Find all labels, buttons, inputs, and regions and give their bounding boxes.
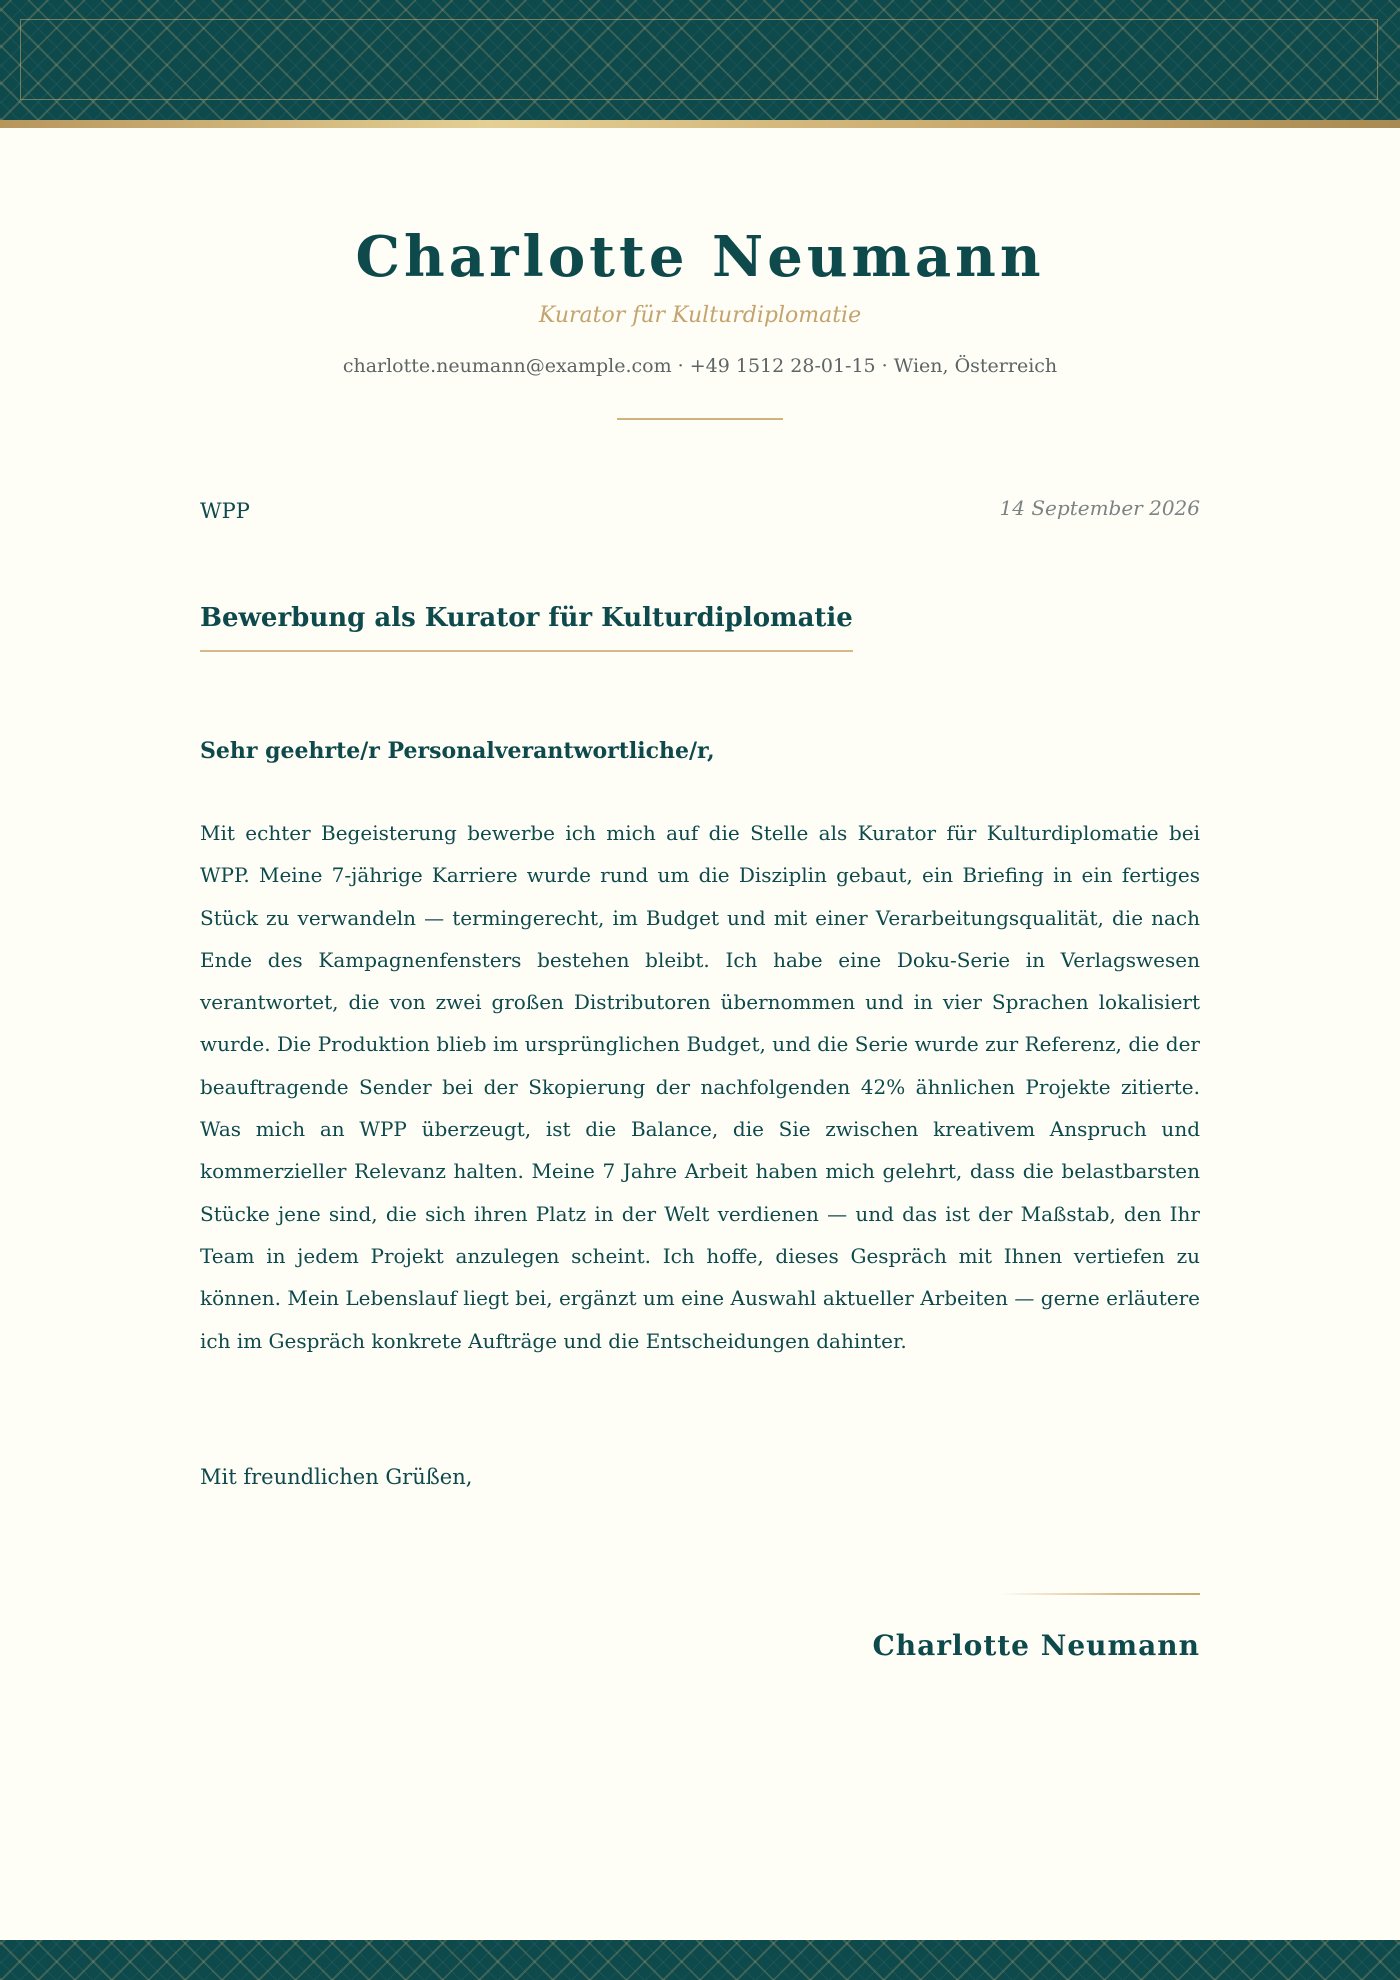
letter-body: Mit echter Begeisterung bewerbe ich mich auf die Stelle als Kurator für Kulturdiplomatie bei WPP. Meine 7-jährige Karriere wurde rund um die Disziplin gebaut, ein Briefing in ein fertiges Stück zu verwandeln — termingerecht, im Budget und mit einer Verarbeitungsqualität, die nach Ende des Kampagnenfensters bestehen bleibt. Ich habe eine Doku-Serie in Verlagswesen verantwortet, die von zwei großen Distributoren übernommen und in vier Sprachen lokalisiert wurde. Die Produktion blieb im ursprünglichen Budget, und die Serie wurde zur Referenz, die der beauftragende Sender bei der Skopierung der nachfolgenden 42% ähnlichen Projekte zitierte. Was mich an WPP überzeugt, ist die Balance, die Sie zwischen kreativem Anspruch und kommerzieller Relevanz halten. Meine 7 Jahre Arbeit haben mich gelehrt, dass die belastbarsten Stücke jene sind, die sich ihren Platz in der Welt verdienen — und das ist der Maßstab, den Ihr Team in jedem Projekt anzulegen scheint. Ich hoffe, dieses Gespräch mit Ihnen vertiefen zu können. Mein Lebenslauf liegt bei, ergänzt um eine Auswahl aktueller Arbeiten — gerne erläutere ich im Gespräch konkrete Aufträge und die Entscheidungen dahinter.	[200, 821, 1200, 1353]
letter-date: 14 September 2026	[999, 496, 1200, 520]
signature: Charlotte Neumann	[872, 1629, 1200, 1662]
recipient: WPP	[200, 499, 250, 523]
signature-line	[1000, 1593, 1200, 1595]
closing: Mit freundlichen Grüßen,	[200, 1465, 473, 1489]
letter-subject: Bewerbung als Kurator für Kulturdiplomatie	[200, 598, 853, 652]
letterhead	[0, 218, 1400, 420]
header-gold-rule	[0, 120, 1400, 128]
footer-pattern-band	[0, 1940, 1400, 1980]
letterhead-divider	[617, 418, 783, 420]
header-pattern-band	[0, 0, 1400, 120]
sender-title: Kurator für Kulturdiplomatie	[538, 303, 862, 328]
sender-name: Charlotte Neumann	[355, 224, 1045, 290]
header-band-frame	[20, 19, 1378, 100]
salutation: Sehr geehrte/r Personalverantwortliche/r,	[200, 738, 715, 764]
sender-contact: charlotte.neumann@example.com · +49 1512 28-01-15 · Wien, Österreich	[342, 355, 1058, 377]
